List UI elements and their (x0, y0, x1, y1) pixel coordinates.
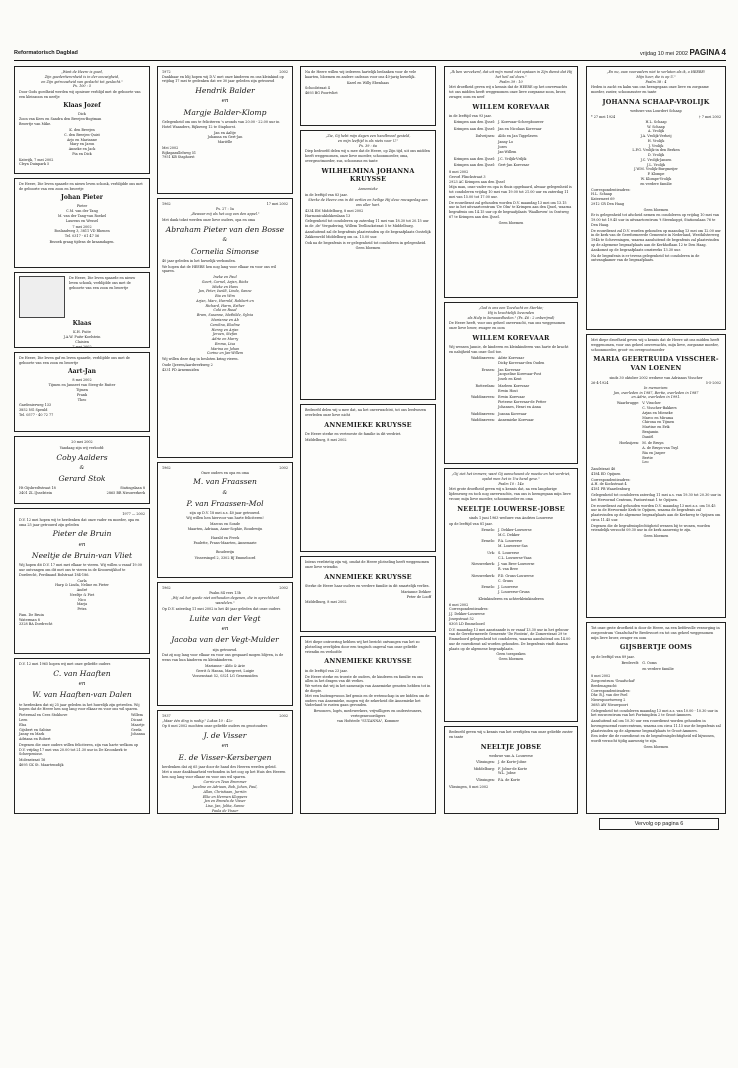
deceased-age: in de leeftijd van 93 jaar. (449, 114, 492, 119)
in-memoriam: In memoriam: Jan, overleden in 1987, Bertie, overleden in 1987 en Adrie, overleden in 1991. (613, 385, 699, 400)
ad-text: De Heere sterke en vertroeste de familie in dit verdriet. (305, 432, 402, 437)
ad-address: 8 mei 2002 Zorgcentrum 'Graafschaf' Bredenagracht Correspondentieadres: Dhr. B.J. van der Poel Nieuwpoortseweg 2 3685 AW Nieuwpoort (591, 674, 636, 707)
mourner-row (591, 401, 721, 440)
deceased-name: JOHANNA SCHAAP-VROLIJK (602, 97, 710, 106)
obituary-willem-korevaar-siblings (444, 302, 578, 464)
ad-text: Gelegenheid tot condoleren maandag 13 mei a.s. van 10.00 - 10.30 uur in het rouwcentrum van het Fortuinplein 2 te Groot-Ammers. (591, 708, 719, 718)
ad-address: Vossenstaat 52, 0321 LG Genemuiden (192, 674, 258, 679)
ad-years: 1977 — 2002 (122, 512, 145, 516)
deceased-widow-of: weduwe van A. Louwerse (489, 754, 533, 759)
mourner-place: Krimpen aan den IJssel: (453, 126, 495, 131)
mourner-names: J. Korevaar-Scheepbouwer (497, 120, 544, 124)
mourner-place: Vlissingen: (476, 778, 495, 783)
mourner-row (449, 585, 573, 596)
deceased-name: ANNEMIEKE KRUYSSE (324, 420, 412, 429)
mourner-list (591, 401, 721, 466)
ad-intro: Bedroefd geven wij u kennis van het overlijden van onze geliefde zuster en tante (449, 730, 574, 739)
ad-address: 7 mei 2002 Boslandweg 3, 3811 VD Rhenen Tel. 0317 - 61 47 56 (54, 224, 110, 239)
deceased-name: ANNEMIEKE KRUYSSE (324, 657, 412, 666)
deceased-name: WILLEM KOREVAAR (472, 333, 550, 342)
mourner-place: Ermelo: (481, 527, 495, 532)
continue-on-page-6-link[interactable]: Vervolg op pagina 6 (599, 818, 719, 830)
ad-text: herdenken dat zij 65 jaar door de hand des Heeren werden geleid. Met u onze dankbaarheid verbonden in het oog op het Huis des Heeren hen nog lang voor elkaar en voor ons wil sparen. (162, 765, 286, 779)
mourner-row (449, 767, 573, 778)
mourner-names: Annemieke Korevaar (497, 418, 534, 423)
deceased-name: WILHELMINA JOHANNA KRUYSSE (321, 166, 415, 184)
ad-note: Geen toespraken Geen bloemen (496, 652, 526, 662)
mourner-row (591, 441, 721, 466)
thank-you-ad (300, 66, 436, 126)
mourner-list (591, 661, 721, 674)
verse-ref: Psalm 84 vers 13b (209, 590, 241, 595)
fiance-name-2: Gerard Stok (58, 474, 106, 484)
ad-parents: Zoon van Kees en Sandra den Breejen-Bogtman Broertje van Mike. (19, 117, 102, 127)
ad-note: Geen bloemen (355, 246, 381, 251)
ad-address: Middelburg, 8 mei 2002 (305, 437, 347, 442)
mourner-row (449, 163, 573, 169)
ad-intro: Bedroefd delen wij u mee dat, na het onverwachtst, tot ons leedwezen overleden onze lieve nicht (305, 408, 428, 417)
ad-intro: Op D.V. zaterdag 11 mei 2002 is het 40 jaar geleden dat onze ouders (162, 606, 281, 611)
ad-text: Wij wensen Jannie, de kinderen en kleinkinderen van harte de kracht en nabijheid van onze God toe. (449, 345, 570, 355)
mourner-names: Joanna Korevaar (497, 411, 527, 416)
mourner-row (591, 661, 721, 667)
ad-family: Corrie en Teun Bremmer Jacoline en Adriaan, Bob, Johan, Paul, Allan, Christiaan, Jurriën Elke en Herman Kloppers Jan en Brenda de Visser Lisa, Jan, Jolita, Sanne Paula de Visser (192, 780, 258, 813)
engagement-ad (14, 436, 150, 504)
ad-note: Geen bloemen (643, 207, 669, 212)
deceased-name: MARIA GEERTRUIDA VISSCHER-VAN LOENEN (593, 355, 719, 372)
mourner-names: Aldo en Jan Tiggelaven (497, 133, 538, 138)
mourner-names: P.A. de Korte (497, 778, 520, 783)
ad-text: Mijn man, onze vader en opa is thuis opgebaard, alwaar gelegenheid is tot condoleren vrijdag 10 mei van 19.00 tot 21.00 uur en zaterdag 11 mei van 15.00 tot 17.00 uur. (449, 185, 573, 199)
bible-quote: „Bewaar mij als het oog van den appel." (190, 212, 260, 217)
ad-signature: Marianne Dekker Peter de Looff (400, 589, 431, 599)
ad-text: zijn getrouwd. (212, 647, 238, 652)
spouse-name-1: Hendrik Balder (195, 86, 255, 96)
baby-photo (19, 276, 65, 318)
deceased-age: in de leeftijd van 83 jaar. (305, 192, 348, 197)
fiance-name-1: Coby Aalders (56, 452, 108, 462)
deceased-age: op de leeftijd van 81 jaar. (449, 522, 493, 526)
birth-ad-aart-jan (14, 352, 150, 432)
deceased-age: in de leeftijd van 23 jaar. (305, 668, 348, 673)
ad-family (19, 713, 145, 743)
mourner-place: Middelburg: (473, 766, 495, 771)
deceased-name: NEELTJE JOBSE (480, 742, 542, 751)
spouse-name-2: Neeltje de Bruin-van Vliet (31, 550, 133, 560)
ad-text-2: De rouwdienst zal gehouden worden D.V. maandag 13 mei om 13.15 uur in het uitvaartcentrum 'De Olm' te Krimpen aan den IJssel, waarna begrafenis om 14.15 uur op de begraafplaats 'Waalheven' in Oostweg 67 te Krimpen aan den IJssel. (449, 200, 573, 220)
bible-quote: „Zie, Gij hebt mijn dagen een handbreed gesteld, en mijn leeftijd is als niets voor U." Ps. 39 : 6a (325, 134, 411, 148)
baby-nickname: Dick (78, 111, 86, 116)
ad-text-2: We hopen dat de HEERE hen nog lang voor elkaar en voor ons wil sparen. (162, 264, 278, 274)
amp: & (222, 489, 228, 496)
mourner-place: Rotterdam: (475, 383, 495, 388)
mourner-names: Janny Lo Jozes Jan-Willem (497, 140, 517, 154)
obituary-willem-korevaar-family (444, 66, 578, 298)
mourner-names: F. Jobse-de Korte W.L. Jobse (497, 766, 528, 776)
ad-address: 4334 EM Middelburg, 8 mei 2002 Harmonicaklokkenlaan 13 (305, 208, 364, 218)
obituary-neeltje-jobse (444, 726, 578, 814)
mourner-list (449, 528, 573, 596)
ad-address-2: Correspondentieadres: A.H. de Kockstraat 4 4181 PB Waardenburg (591, 477, 631, 492)
mourner-place: Nieuwerkerk: (471, 573, 495, 578)
spouse-name-2: Jacoba van der Vegt-Mulder (171, 635, 279, 645)
ad-parents: Tijmen en Janneet van Steeg-de Ruiter Tijmen Frank Theo (48, 383, 116, 402)
ad-text: Sterke de Heere haar ouders en verdere familie in dit smartelijk verlies. (305, 584, 430, 589)
spouse-name-1: C. van Haaften (53, 668, 111, 678)
mourner-row (449, 134, 573, 140)
baby-name: Aart-Jan (67, 367, 97, 375)
ad-address: Vlissingen, 8 mei 2002 (449, 785, 489, 789)
ad-text-2: Dat zij nog lang voor elkaar en voor ons gespaard mogen blijven, is de wens van hun kinderen en kleinkinderen. (162, 653, 285, 663)
mourner-row (591, 667, 721, 673)
ad-address: Middelburg, 8 mei 2002 (305, 600, 347, 605)
verse-ref: Ps. 27 : 5a (216, 206, 234, 211)
mourner-place: Hoeksijzen: (619, 441, 640, 446)
ad-family: Jan en Aaltje Johanna en Gert-Jan Mariëlle (207, 130, 243, 145)
ad-address: Molenstraat 16 4695 CK St. Maartensdijk (19, 758, 64, 767)
ad-intro: De Heere, Die leven spaarde en nieuw leven schonk, verblijdde ons met de geboorte van een zoon en broertje (69, 276, 137, 290)
mourner-names: J. Louwerse J. Louwerse-Gruns (497, 585, 530, 595)
page-label: PAGINA (689, 48, 721, 57)
ad-address: Fam. De Bruin Waterman 8 3328 BA Dordrecht (19, 612, 53, 627)
ad-intro: D.V. 12 mei hopen wij te herdenken dat onze vader en moeder, opa en oma 25 jaar getrouwd zijn geleden (19, 517, 141, 527)
spouse-name-2: E. de Visser-Kersbergen (178, 752, 272, 762)
mourner-place: Krimpen aan den IJssel: (453, 163, 495, 168)
ad-text-2: De rouwdienst zal gehouden worden D.V. maandag 13 mei a.s. om 10.45 uur in de Hervormde Kerk te Opijnen, waarna de begrafenis zal plaatsvinden op de algemene begraafplaats aan de Kerkweg te Opijnen om circa 11.45 uur. (591, 503, 722, 522)
spouse-name-1: Pieter de Bruin (52, 529, 112, 539)
ad-address: Katwijk, 7 mei 2002 Cleyn Duinpark 5 (19, 157, 54, 167)
mourner-place (591, 667, 642, 672)
spouse-name-1: M. van Fraassen (193, 477, 257, 487)
mourner-row (449, 120, 573, 126)
ad-addresses (19, 486, 145, 497)
mourner-names: P.D. Gruns-Louwerse C. Gruns (497, 573, 534, 583)
ad-address: Oude IJzeren/Aardwerkweg 2 4331 PD Arnemuiden (162, 362, 213, 372)
amp: & (79, 464, 85, 471)
birth-date: * 27 mei 1924 (591, 115, 616, 120)
spouse-name-2: W. van Haaften-van Dalen (32, 690, 132, 700)
mourner-row (449, 562, 573, 573)
ad-intro: De Heere, Die leven gaf en leven spaarde, verblijdde ons met de geboorte van een zoon en broertje (19, 356, 132, 365)
amp: en (221, 98, 229, 105)
mourner-names: en verdere familie (642, 667, 674, 672)
baby-name: Klaas (72, 320, 92, 327)
bible-quote: „Wij zal het goede niet onthouden degenen, die in oprechtheid wandelen." (171, 596, 280, 606)
birth-ad-klaas-jozef (14, 66, 150, 174)
ad-intro: Met dank tokst werden onze lieve ouders, opa en oma (162, 218, 256, 223)
obituary-annemieke-kruysse-friends (300, 556, 436, 632)
mourner-names: Jan Korevaar Jacqueline Korevaar-Post Joseb en Kent (497, 367, 542, 382)
ad-text: De Heere sterke en troeste de ouders, de kinderen en familie en ons allen in het dragen van dit verlies. We weten dat wij in het samenzijn van Annemieke genoten hebben tot in de diepte. Met een buitengewoon lief gemis en de wetenschap in uw bidden om de ouders van Annemieke, mogen wij de zekerheid die Annemieke het Vaderland te rusten gaan gevonden. (305, 674, 431, 708)
mourner-names: M. de Bruyn A. de Bruyn-van Tuyl Ria en Jasper Bertie Leo (642, 441, 679, 465)
ad-date: 8 mei 2002 (72, 377, 92, 382)
year-start: 1972 (162, 70, 171, 74)
ad-intro: Door Gods goedheid werden wij opnieuw verblijd met de geboorte van een kleinzoon en neefje (19, 90, 142, 99)
mourner-place: Waddinxveen: (470, 411, 495, 416)
mourner-names: J. Dekker-Louwerse M.C. Dekker (497, 527, 532, 537)
anniversary-ad-de-visser (157, 710, 293, 814)
ad-intro: De Heere, Die leven spaarde en nieuw leven schonk, verblijdde ons met de geboorte van een zoon en broertje (19, 182, 144, 191)
ad-text: D.V. maandag 13 mei aanstaande is er vanaf 13.30 uur in het gebouw van de Gereformeerde Gemeente 'De Fontein', de Zomerstraat 29 te Emmeloord gelegenheid tot condoleren, waarna aansluitend om 14.00 uur de rouwdienst zal worden gehouden. De begrafenis vindt daarna plaats op de algemene begraafplaats. (449, 627, 572, 651)
ad-date: 20 mei 2002 (71, 440, 93, 444)
mourner-names: Jan en Nicolaas Korevaar (497, 126, 542, 131)
ad-intro: Tot onze grote droefheid is door de Heere, na een liefdevolle verzorging in zorgcentrum 'Graafschaf'te Bredevoort en tot ons geheel weggenomen mijn lieve broer, zwager en oom (591, 626, 721, 640)
mourner-place: Waarbrugge: (616, 401, 640, 406)
ad-text: Er is gelegenheid tot afscheid nemen en condoleren op vrijdag 10 mei van 19.00 tot 19.45 uur in uitvaartcentrum 't Steenkoppt, Stationslaan 76 te Den Haag. (591, 213, 721, 227)
mourner-row (449, 539, 573, 550)
ad-text-3: Ook na de begrafenis is er gelegenheid tot condoleren in gelegenheid. (305, 240, 427, 245)
mourner-names: J. de Korte-Jobse (497, 759, 527, 764)
ad-family: Marcus en Sonde Maarten, Adriaan, Anne-Sophie, Boudewijn Harald en Freek Paulette, Frans-Maarten, Annemarie Boudewijn (187, 521, 263, 555)
ad-family: Marianne - Aldo & Arie Gerrit & Hanna, Margreet, Luigie (195, 663, 255, 673)
mourner-place: Waddinxveen: (470, 395, 495, 400)
birth-date: 26-4-1924 (591, 381, 609, 386)
mourner-place: Ermelo: (481, 539, 495, 544)
ad-text-2: Aansluitend zal de begrafenis plaatsvinden op de begraafplaats Oostelijk Zakkenveld Middelburg om ca. 15.00 uur. (305, 230, 432, 239)
bible-quote: „God is ons een Toevlucht en Sterkte; Hij is krachtelijk bevonden als Hulp in benauwdheden." (Ps. 46 : 2 onberijmd) (467, 306, 555, 320)
ad-address: Schoolstraat 4 4693 BG Poortvliet (305, 86, 338, 96)
amp: en (221, 625, 229, 632)
ad-note: Geen bloemen (498, 220, 524, 225)
mourner-row (449, 551, 573, 562)
obituary-wilhelmina-kruysse (300, 130, 436, 400)
deceased-name: NEELTJE LOUWERSE-JOBSE (457, 504, 565, 513)
spouse-name-2: Margje Balder-Klomp (183, 107, 267, 117)
ad-text-3: Na de begrafenis is er tevens gelegenheid tot condoleren in de ontvangkamer van de begraafplaats. (591, 253, 701, 263)
ad-address: 8 mei 2002 Gevorl Flinckstraat 3 2923 AC Krimpen aan den IJssel (449, 170, 505, 184)
year-end: 2002 (279, 714, 288, 718)
ad-family: K. den Breejen C. den Breejen-Quist Arjo en Marianne Mary en Jaron Anneke en Jack Pia en Dick (64, 127, 100, 156)
ad-text: te herdenken dat zij 25 jaar geleden in het huwelijk zijn getreden. Wij hopen dat de Heere hen nog lang voor elkaar en voor ons wil sparen. (19, 702, 141, 712)
amp: en (221, 743, 229, 750)
ad-address: 7 mei 2002 (72, 345, 92, 348)
mourner-place: Vlissingen: (476, 759, 495, 764)
mourner-row (449, 760, 573, 766)
mourner-names: Erwin Korevaar Pieterne Korevaar-de Petter Johannes, Henri en Anna (497, 395, 547, 409)
year-end: 2002 (279, 586, 288, 590)
bible-quote: „Gij ziet het immers; want Gij aanschouwt de moeite en het verdriet, opdat men het in Uw hand geve." Psalm 10 : 14a (451, 472, 571, 486)
deceased-widow-of: sinds 1 juni 1963 weduwe van Andries Louwerse (468, 516, 554, 521)
mourner-place (449, 140, 498, 154)
ad-intro: D.V. 12 mei 1965 hopen wij met onze geliefde ouders (19, 662, 111, 666)
deceased-widow-of: weduwe van Lourdert Schaap (630, 109, 682, 114)
ad-address: Zandstraat 46 4184 ED Opijnen (591, 467, 621, 476)
obituary-maria-visscher (586, 334, 726, 618)
year-start: 1962 (162, 586, 171, 590)
mourner-row (449, 574, 573, 585)
mourner-names: G. Ooms (642, 660, 657, 665)
deceased-widow-of: sinds 30 oktober 2002 weduwe van Adrianus Visscher (609, 375, 703, 380)
masthead (14, 50, 726, 61)
year-end: 2002 (279, 70, 288, 74)
mourner-row (449, 395, 573, 410)
obituary-gijsbertje-ooms (586, 622, 726, 814)
bible-quote: „Want de Heere is goed, Zijn goedertierenheid is in der eeuwigheid, en Zijn getrouwheid van geslacht tot geslacht." Ps. 100 : 5 (41, 70, 123, 89)
ad-note: Geen bloemen (643, 744, 669, 749)
ad-text-2: Degenen die onze ouders willen feliciteren, zijn van harte welkom op D.V. vrijdag 17 mei van 20.00 tot 21.30 uur in De Kroonkerk te Scherpenisse. (19, 742, 140, 757)
mourner-row (449, 140, 573, 155)
deceased-name: WILLEM KOREVAAR (472, 102, 550, 111)
obituary-neeltje-louwerse-jobse (444, 468, 578, 722)
spouse-name-1: J. de Visser (203, 731, 247, 741)
mourner-place: Urk: (487, 550, 495, 555)
ad-intro: Met grote droefheid geven wij u kennis dat, na een langdurige lijdensweg en toch nog onverwachts, van ons is heengegaan mijn lieve vrouw, mijn lieve moeder, schoonmoeder en oma (449, 487, 572, 501)
ad-address: 6 mei 2002 Correspondentieadres: J.J. Dekker-Louwerse Josepstraat 52 8305 LD Emmeloord (449, 602, 489, 626)
ad-address: Vissersingel 2, 3302 BJ Emmeloord (194, 556, 256, 561)
spouse-name-2: Cornelia Simonse (191, 246, 259, 256)
birth-ad-klaas (14, 272, 150, 348)
mourner-place: Ermelo: (481, 585, 495, 590)
ad-intro: Vandaag zijn wij verloofd: (59, 445, 105, 450)
anniversary-ad-van-fraassen (157, 462, 293, 578)
bible-quote: „Maar één ding is nodig." Lukas 10 : 42c (162, 718, 233, 723)
spouse-name-1: Luite van der Vegt (189, 613, 261, 623)
mourner-row (449, 528, 573, 539)
ad-prayer: Sterke de Heere ons in dit verlies en heilige Hij deze rouwgeslag aan ons aller hart. (308, 198, 429, 208)
ad-intro: Diep bedroefd delen wij u mee dat de Heere, op Zijn tijd, uit ons midden heeft weggenomen, onze lieve moeder, schoonmoeder, oma, overgrootmoeder, zus, schoonzus en tante (305, 149, 431, 163)
anniversary-ad-van-den-bosse (157, 198, 293, 458)
ad-family: Ineke en Paul Geert, Cornel, Arjan, Rieks Mieke en Hans Jan, Peter, Iseült, Linda, Sanne Ria en Wim Arjan, Marc, Harrold, Robbert en Richard, Harm, Esther Coki en Ruud Bram, Susanne, Mathilde, Sylvia Marianne en Ab Carolina, Elodine Henny en Arjan Jeroen, Stefan Adrie en Marry Emma, Lisa Marina en Johan Corine en Jan-Willem (196, 275, 254, 356)
mourner-names: Adrie Korevaar Dicky Korevaar-den Ouden (497, 356, 545, 365)
mourner-list (449, 356, 573, 424)
anniversary-ad-van-der-vegt (157, 582, 293, 706)
mourner-list (449, 120, 573, 169)
ad-intro: Met diepe ontroering hebben wij het bericht ontvangen van het zo plotseling overlijden door een tragisch ongeval van onze geliefde vriendin en verloofde (305, 640, 421, 654)
ad-text-2: Aansluitend zal om 10.30 uur een rouwdienst worden gehouden in bovengenoemd rouwcentrum, waarna om circa 11.15 uur de begrafenis zal plaatsvinden op de algemene begraafplaats te Groot-Ammers. (591, 719, 722, 733)
bible-quote: „Ik ben verzekerd, dat uit mijn mond niet opstaan in Zijn dienst dat Hij het heil zal doen." Psalm 39 : 10 (449, 70, 573, 84)
ad-intro: Dankbaar en blij hopen wij D.V. met onze kinderen en ons kleinkind op vrijdag 17 mei te gedenken dat we 30 jaar geleden zijn getrouwd (162, 74, 285, 84)
ad-text-3: Wij willen deze dag in besloten kring vieren. (162, 357, 239, 362)
ad-intro: Met diepe droefheid geven wij u kennis dat de Heere uit ons midden heeft weggenomen, voor ons geheel onverwachts, mijn lieve, zorgzame moeder, schoonmoeder, groot- en overgrootmoeder (591, 338, 721, 352)
ad-intro: Met droefheid geven wij u kennis dat de HEERE op het onverwachts tot ons midden heeft weggenomen onze lieve zorgzame zoon, broer, zwager, oom en neef (449, 85, 569, 99)
baby-name: Johan Pieter (61, 193, 103, 201)
mourner-place: Ernsen: (481, 367, 495, 372)
death-date: 5-5-2002 (705, 381, 721, 386)
bible-quote: „En nu, ouw voorvaders niet te verlaten als ik, o HEERE! Mijn heer, die is op U." Psalm 38 : 4 (606, 70, 706, 84)
mourner-row (449, 356, 573, 367)
ad-intro: Onze ouders en opa en oma (201, 470, 249, 475)
ad-text: Na de Heere willen wij iedereen hartelijk bedanken voor de vele kaarten, bloemen en andere cadeaus voor ons 40-jarig huwelijk. (305, 70, 418, 79)
year-start: 1962 (162, 202, 171, 206)
deceased-name: GIJSBERTJE OOMS (619, 643, 693, 652)
family-left: Pietermal en Cees Stokhove Leen Elsa Gijsbert en Sabine Janny en Mark Adriana en Robert (19, 713, 68, 742)
obituary-annemieke-kruysse-suzanna (300, 636, 436, 814)
year-end: 2002 (279, 466, 288, 470)
ad-address: Gardenierweg 133 3852 NG Speuld Tel. 0577 - 40 72 77 (19, 403, 54, 417)
mourner-names: J.C. Vriljik-Vriljik (497, 156, 527, 161)
mourner-row (449, 778, 573, 784)
mourner-names: Gert-Jan Korevaar (497, 163, 530, 168)
masthead-date: vrijdag 10 mei 2002 (639, 51, 688, 57)
year-start: 1962 (162, 466, 171, 470)
mourner-row (449, 368, 573, 383)
date-page (640, 48, 726, 57)
spouse-name-1: Abraham Pieter van den Bosse (165, 224, 285, 234)
ad-text: zijn op D.V. 18 mei a.s. 40 jaar getrouwd. Wij willen hen hiervoor van harte feliciteren! (186, 511, 264, 521)
mourner-row (449, 127, 573, 133)
ad-text-2: De rouwdienst zal D.V. worden gehouden op maandag 13 mei om 12.00 uur in de kerk van de Gereformeerde Gemeente in Nederland, Westhilsterweg 194b te Scheveningen, waarna aansluitend de begrafenis zal plaatsvinden op de algemene begraafplaats aan de Kerkhoflaan 12 te Den Haag. Aankomst op de begraafplaats omstreeks 13.30 uur. (591, 228, 721, 252)
ad-text: Gelegenheid om ons te feliciteren 's avonds van 20.00 - 22.00 uur in Hotel Waanders, Rijksweg 12 te Staphorst. (162, 120, 281, 129)
ad-text: 40 jaar geleden in het huwelijk verbonden. (162, 258, 236, 263)
death-date: † 7 mei 2002 (698, 115, 721, 120)
ad-text: Wij hopen dit D.V. 17 mei met elkaar te vieren. Wij willen u vanaf 19.00 uur ontvangen om dit met ons te vieren in de Kroonwijkhof te Dordrecht, Ferdinand Bolstraat 184-186. (19, 563, 144, 577)
mourner-names: V. Visscher C. Visscher-Bakkers Arjan en Mieneke Marco en Mirama Chirona en Tijmen Martine en Erik Benjamin Daniël (642, 401, 677, 439)
ad-address: Mei 2002 Rijksparallelweg 51 7951 KB Staphorst (162, 145, 197, 160)
ad-family: Carla Harp & Linda, Neline en Pieter André Neeltje & Piet Nico Marja Petra (55, 578, 109, 612)
mourner-place: Bredevelt: (621, 660, 640, 665)
amp: en (78, 681, 86, 688)
page-number: 4 (721, 48, 726, 57)
ad-address-right: Statingslaan 8 2865 BR Nieuwerkerk (106, 486, 145, 496)
ad-intro: Op 8 mei 2002 mochten onze geliefde ouders en grootouders (162, 724, 268, 729)
ad-text: Gelegenheid tot condoleren op zaterdag 11 mei van 18.30 tot 20.15 uur in de ‚de' Vergadering, Willem Teellinckstraat 5 te Middelburg. (305, 219, 430, 229)
mourner-place: Waddinxveen: (470, 418, 495, 423)
anniversary-ad-van-haaften (14, 658, 150, 814)
mourner-place: Dalveijnen: (475, 133, 495, 138)
mourner-names: Marleen Korevaar Erwin Hout (497, 383, 530, 393)
baby-name: Klaas Jozef (63, 101, 101, 109)
ad-top (19, 276, 145, 318)
mourner-row (449, 157, 573, 163)
ad-intro: Heden is zacht en kalm van ons heengegaan onze lieve en zorgzame moeder, zuster, schoonzuster en tante (591, 85, 710, 95)
birth-ad-johan-pieter (14, 178, 150, 268)
deceased-name: ANNEMIEKE KRUYSSE (324, 572, 412, 581)
obituary-johanna-schaap-vrolijk (586, 66, 726, 330)
mourner-names: P.A. Louwerse M. Louwerse-Sas (497, 539, 528, 549)
amp: en (78, 541, 86, 548)
anniversary-ad-balder (157, 66, 293, 194)
ad-text: Gelegenheid tot condoleren zaterdag 11 mei a.s. van 19.30 tot 20.30 uur in het Hervormd Centrum, Pastorstraat 1 te Opijnen. (591, 493, 722, 502)
year-end: 17 mei 2002 (266, 202, 288, 206)
baby-nickname: Pieter (76, 203, 88, 208)
ad-parents: C.M. van der Tang M. van der Tang-van Roekel Laurens en Wessel (57, 209, 107, 223)
ad-family: Kleinkinderen en achterkleinkinderen (478, 596, 544, 601)
mourner-row (449, 418, 573, 424)
anniversary-ad-de-bruin (14, 508, 150, 654)
ad-family: H.L. Schaap W. Schaap A. Vrolijk J.A. Vrolijk-Verheij H. Vrolijk J. Vrolijk L.P.G. Vrolijk-in den Berken D. Vrolijk J.C. Vrolijk-Jansen J.L. Vrolijk J.W.M. Vrolijk-Burgmeijer P. Klompe W. Klompe-Vrolijk en verdere familie (632, 119, 680, 186)
amp: & (222, 237, 228, 244)
obituary-annemieke-kruysse-family (300, 404, 436, 552)
ad-address: Correspondentieadres: H.L. Schaap Katermeet 69 2912 CR Den Haag (591, 187, 631, 206)
year-start: 1937 (162, 714, 171, 718)
deceased-age: op de leeftijd van 89 jaar. (591, 654, 635, 659)
spouse-name-2: P. van Fraassen-Mol (186, 499, 264, 509)
mourner-row (449, 412, 573, 418)
deceased-nickname: Annemieke (358, 186, 378, 191)
mourner-row (449, 384, 573, 395)
mourner-names: J. van Bree-Louwerse R. van Bree (497, 562, 535, 572)
mourner-place: Nieuwerkerk: (471, 562, 495, 567)
ad-note: Geen bloemen (643, 534, 669, 539)
mourner-list (449, 760, 573, 784)
mourner-place: Waddinxveen: (470, 356, 495, 360)
ad-parents: K.H. Fuite J.A.W. Fuite-Koelstein Claisien (63, 330, 101, 344)
mourner-place: Krimpen aan den IJssel: (453, 156, 495, 161)
mourner-names: S. Louwerse C.L. Louwerse-Vaas (497, 550, 532, 560)
ad-intro: Intens verdrietig zijn wij, omdat de Heere plotseling heeft weggenomen onze lieve vriendin (305, 560, 431, 569)
ad-intro: De Heere heeft, voor ons geheel onverwacht, van ons weggenomen onze lieve broer, zwager en oom (449, 321, 567, 331)
paper-name: Reformatorisch Dagblad (14, 50, 78, 56)
ad-signature: Bewoners, logés, medewerkers, vrijwilligers en ondersteuners, vertegenwoordigers van Hofstede "SUZANNA", Kommer (313, 709, 423, 723)
family-right: Willem Dicant Maartje Gerda Johanna (131, 713, 145, 737)
ad-text-3: Degenen die de begrafenisplechtigheid wensen bij te wonen, worden vriendelijk verzocht 09.30 uur in de kerk aanwezig te zijn. (591, 523, 712, 533)
ad-note: Bezoek graag tijdens de kraamdagen. (49, 239, 115, 244)
mourner-place: Krimpen aan den IJssel: (453, 120, 495, 124)
ad-signature: Karel en Willy Ebenhaas (346, 80, 390, 85)
ad-text-3: Een ieder die de rouwdienst en de begrafenisplechtigheid wil bijwonen, wordt verzocht tijdig aanwezig te zijn. (591, 734, 716, 744)
ad-address-left: Ht Gijsbredtstraat 18 3401 ZL IJsselstein (19, 486, 56, 496)
